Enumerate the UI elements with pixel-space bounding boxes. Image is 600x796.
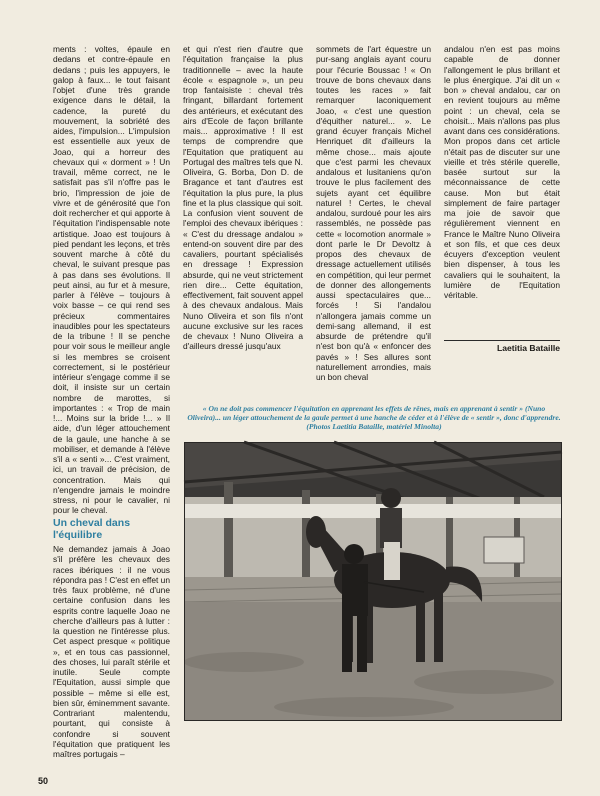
signature-divider — [444, 340, 560, 341]
column-1b-text: Ne demandez jamais à Joao s'il préfère les chevaux des races ibériques : il ne vous répondra pas ! C'est en effet un très faux problème, né d'une certaine confusion dans les esprits contre laquelle Joao ne cherche d'ailleurs pas à lutter : la question ne l'intéresse plus. Cet aspect presque « politique », et en tous cas passionnel, des choses, lui paraît stérile et inutile. Seule compte l'Equitation, aussi simple que possible – même si elle est, bien sûr, éminemment savante. Contrariant malentendu, pourtant, qui consiste à confondre si souvent l'équitation que pratiquent les maîtres portugais – — [53, 544, 170, 759]
author-signature: Laetitia Bataille — [496, 343, 560, 353]
column-1-text: ments : voltes, épaule en dedans et contre-épaule en dedans ; puis les appuyers, le galop à faux... le tout faisant l'objet d'une très grande exigence dans le détail, la cadence, la pureté du mouvement, la sobriété des aides, l'impulsion... L'impulsion est essentielle aux yeux de Joao, qui a horreur des chevaux qui « dorment » ! Un travail, même correct, ne le satisfait pas s'il n'offre pas le brio, l'impression de joie de vivre et de générosité que l'on doit rechercher et qui apporte à l'équitation l'indispensable note artistique. Joao est toujours à pied pendant les leçons, et très souvent marche à côté du cheval, le suivant presque pas à pas dans ses évolutions. Il peut ainsi, au fur et à mesure, parler à l'élève – toujours à voix basse – ce qui rend ses précieux commentaires inaudibles pour les spectateurs de la tribune ! Il se penche pour voir sous le meilleur angle si les membres se croisent correctement, si le postérieur intérieur s'engage comme il se doit, il insiste sur un certain nombre de marottes, si importantes : « Trop de main !... Moins sur la bride !... » Il aide, d'un léger attouchement de la gaule, une hanche à se mobiliser, et demande à l'élève s'il a « senti »... C'est vraiment, ici, un travail de précision, de concentration. Mais qui n'engendre jamais le moindre stress, ni pour le cavalier, ni pour le cheval. — [53, 44, 170, 516]
article-column-3 — [316, 44, 431, 410]
article-column-4 — [444, 44, 560, 326]
column-2-text: et qui n'est rien d'autre que l'équitation française la plus traditionnelle – avec la haute école « espagnole », un peu trop fantaisiste : cheval très fringant, billardant fortement des antérieurs, et exécutant des airs d'Ecole de façon brillante mais... approximative ! Il est temps de comprendre que l'Equitation que pratiquent au Portugal des maîtres tels que N. Oliveira, G. Borba, Don D. de Bragance et tant d'autres est l'équitation la plus pure, la plus fine et la plus classique qui soit. La confusion vient souvent de l'emploi des chevaux ibériques : « C'est du dressage andalou » entend-on souvent dire par des cavaliers, pourtant spécialisés en dressage ! Expression absurde, qui ne veut strictement rien dire... Cette équitation, effectivement, fait souvent appel à des chevaux andalous. Mais Nuno Oliveira et son fils n'ont aucune exclusive sur les races de chevaux ! Nuno Oliveira a d'ailleurs dressé jusqu'aux — [183, 44, 303, 352]
column-3-text: sommets de l'art équestre un pur-sang anglais ayant couru pour l'écurie Boussac ! « On trouve de bons chevaux dans toutes les races » fait remarquer laconiquement Joao, « c'est une question d'équither naturel... ». Le grand écuyer français Michel Henriquet dit d'ailleurs la même chose... mais ajoute que c'est parmi les chevaux andalous et lusitaniens qu'on trouve le plus facilement des sujets ayant cet équilibre naturel ! Certes, le cheval andalou, surdoué pour les airs rassemblés, ne possède pas cette « locomotion anormale » dont parle le Dr Devoltz à propos des chevaux de dressage actuellement utilisés en compétition, qui leur permet de donner des allongements aussi spectaculaires que... forcés ! Si l'andalou n'allongera jamais comme un demi-sang allemand, il est absurde de prétendre qu'il n'est bon qu'à « enfoncer des pavés » ! Ses allures sont naturellement arrondies, mais un bon cheval — [316, 44, 431, 382]
page-number: 50 — [38, 776, 49, 786]
section-subheading: Un cheval dans l'équilibre — [53, 517, 131, 541]
arena-photo-icon — [184, 442, 562, 721]
article-column-2 — [183, 44, 303, 410]
article-column-1-continued — [53, 544, 170, 766]
horse-training-photo — [184, 442, 562, 721]
photo-caption: « On ne doit pas commencer l'équitation en apprenant les effets de rênes, mais en apprenant à sentir » (Nuno Oliveira)... un léger attouchement de la gaule permet à une hanche de céder et à l'élève de « sentir », donc d'apprendre. (Photos Laetitia Bataille, matériel Minolta) — [187, 404, 561, 431]
column-4-text: andalou n'en est pas moins capable de donner l'allongement le plus brillant et le plus énergique. J'ai dit un « bon » cheval andalou, car on en revient toujours au même point : un cheval, cela se choisit... Mais n'allons pas plus avant dans ces considérations. Mon propos dans cet article n'était pas de discuter sur une vieille et très stérile querelle, basée surtout sur la méconnaissance de cette cause. Mon but était simplement de faire partager ma joie de savoir que régulièrement viennent en France le Maître Nuno Oliveira et son fils, et que ces deux écuyers d'exception veulent bien dispenser, à tous les cavaliers qui le souhaitent, la lumière de l'Equitation véritable. — [444, 44, 560, 300]
article-column-1 — [53, 44, 170, 516]
